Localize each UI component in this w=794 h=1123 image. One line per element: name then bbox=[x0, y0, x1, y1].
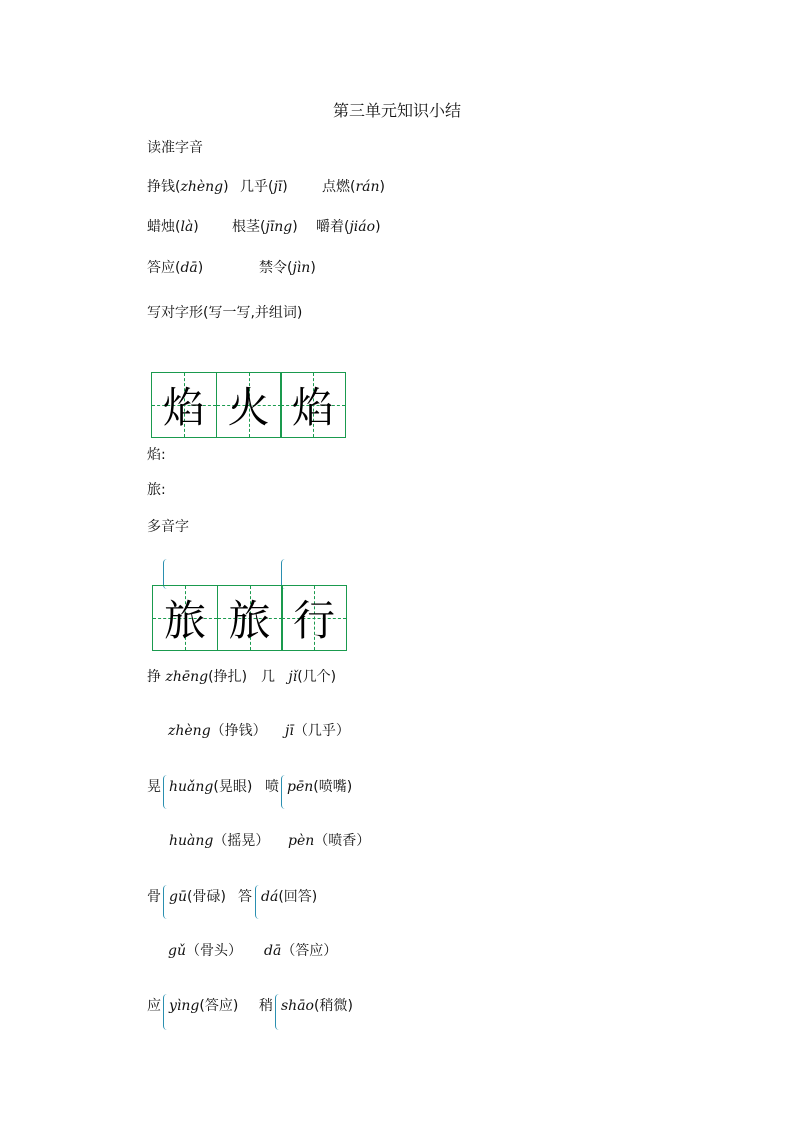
pinyin-item: 挣钱(zhèng) bbox=[147, 179, 229, 195]
grid-cell: 旅 bbox=[217, 585, 283, 651]
polyphone-item: dá(回答) bbox=[261, 889, 318, 905]
pinyin-item: 禁令(jìn) bbox=[259, 260, 316, 276]
polyphone-item: huǎng(晃眼) bbox=[169, 779, 253, 795]
pinyin-item: 蜡烛(là) bbox=[147, 219, 199, 235]
page-title: 第三单元知识小结 bbox=[332, 101, 461, 120]
writing-grid bbox=[151, 372, 345, 438]
polyphone-item: huàng（摇晃） bbox=[169, 833, 270, 849]
grid-cell: 焰 bbox=[151, 372, 217, 438]
polyphone-item: jī（几乎） bbox=[285, 723, 350, 739]
word-line: 旅: bbox=[147, 482, 166, 498]
section-heading-characters: 写对字形(写一写,并组词) bbox=[147, 305, 303, 321]
pinyin-item: 几乎(jī) bbox=[240, 179, 288, 195]
word-line: 焰: bbox=[147, 447, 166, 463]
pinyin-item: 根茎(jīng) bbox=[232, 219, 298, 235]
polyphone-item: shāo(稍微) bbox=[281, 998, 353, 1014]
pinyin-item: 嚼着(jiáo) bbox=[316, 219, 381, 235]
writing-grid bbox=[152, 585, 346, 651]
polyphone-item: yìng(答应) bbox=[169, 998, 239, 1014]
polyphone-item: 答 bbox=[238, 889, 252, 905]
polyphone-item: gū(骨碌) bbox=[169, 889, 226, 905]
polyphone-item: 应 bbox=[147, 998, 161, 1014]
polyphone-item: dā（答应） bbox=[264, 943, 338, 959]
polyphone-item: 晃 bbox=[147, 779, 161, 795]
grid-cell: 焰 bbox=[280, 372, 346, 438]
polyphone-item: zhèng（挣钱） bbox=[168, 723, 267, 739]
grid-cell: 旅 bbox=[152, 585, 218, 651]
pinyin-item: 点燃(rán) bbox=[322, 179, 385, 195]
polyphone-item: 骨 bbox=[147, 889, 161, 905]
grid-cell: 火 bbox=[216, 372, 282, 438]
polyphone-item: 挣 zhēng(挣扎) bbox=[147, 669, 248, 685]
polyphone-item: 几 jǐ(几个) bbox=[261, 669, 337, 685]
polyphone-item: pèn（喷香） bbox=[288, 833, 371, 849]
polyphone-item: pēn(喷嘴) bbox=[287, 779, 353, 795]
polyphone-item: gǔ（骨头） bbox=[168, 943, 242, 959]
grid-cell: 行 bbox=[281, 585, 347, 651]
section-heading-pronunciation: 读准字音 bbox=[147, 140, 203, 156]
polyphone-item: 稍 bbox=[259, 998, 273, 1014]
pinyin-item: 答应(dā) bbox=[147, 260, 204, 276]
polyphone-item: 喷 bbox=[265, 779, 279, 795]
section-heading-polyphones: 多音字 bbox=[147, 519, 189, 535]
